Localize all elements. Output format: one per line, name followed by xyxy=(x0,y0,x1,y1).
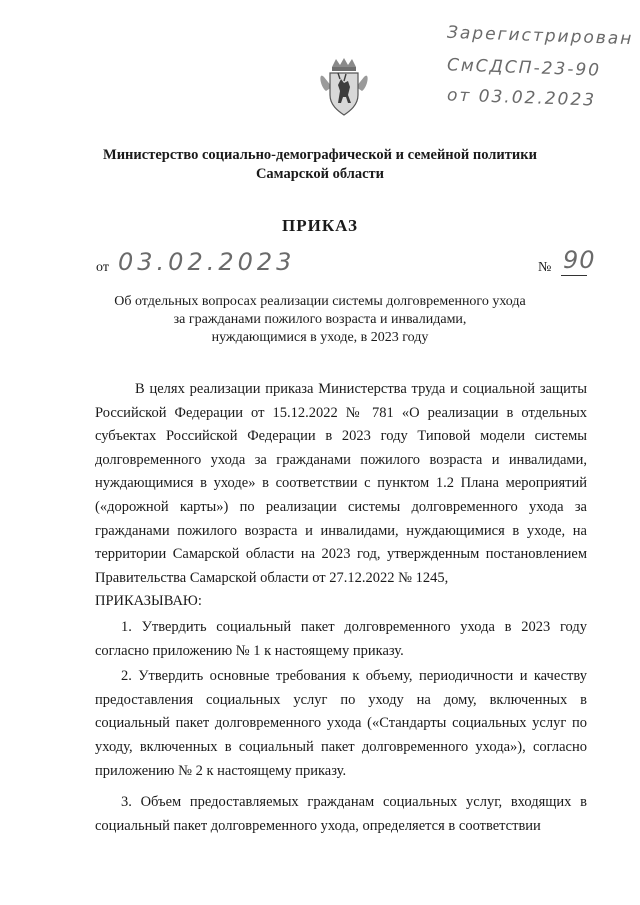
item-3: 3. Объем предоставляемых гражданам социальных услуг, входящих в социальный пакет долговременного ухода, определяется в соответствии xyxy=(95,794,587,834)
command-word: ПРИКАЗЫВАЮ: xyxy=(95,593,202,610)
order-body xyxy=(95,378,587,838)
order-subject xyxy=(0,293,640,347)
item-2: 2. Утвердить основные требования к объему, периодичности и качеству предоставления социальных услуг по уходу на дому, включенных в социальный пакет долговременного ухода («Стандарты социальных услуг по уходу, включенных в социальный пакет долговременного ухода»), согласно приложению № 2 к настоящему приказу. xyxy=(95,668,587,779)
subject-line3: нуждающимися в уходе, в 2023 году xyxy=(211,330,429,345)
ministry-name xyxy=(0,146,640,184)
registration-handwritten-line2: СмСДСП-23-90 xyxy=(446,55,602,81)
coat-of-arms-emblem xyxy=(318,57,370,117)
order-date-handwritten: 03.02.2023 xyxy=(118,248,296,276)
date-prefix: от xyxy=(96,260,109,275)
registration-handwritten-line1: Зарегистрирован xyxy=(446,22,634,50)
preamble-paragraph: В целях реализации приказа Министерства труда и социальной защиты Российской Федерации от 15.12.2022 № 781 «О реализации в отдельных субъектах Российской Федерации в 2023 году Типовой модели системы долговременного ухода за гражданами пожилого возраста и инвалидами, нуждающимися в уходе» в соответствии с пунктом 1.2 Плана мероприятий («дорожной карты») по реализации системы долговременного ухода за гражданами пожилого возраста и инвалидами, нуждающимися в уходе, на территории Самарской области на 2023 год, утвержденным постановлением Правительства Самарской области от 27.12.2022 № 1245, xyxy=(95,381,587,586)
item-1: 1. Утвердить социальный пакет долговременного ухода в 2023 году согласно приложению № 1 к настоящему приказу. xyxy=(95,618,587,659)
ministry-name-line1: Министерство социально-демографической и семейной политики xyxy=(103,147,537,163)
registration-handwritten-line3: от 03.02.2023 xyxy=(446,85,597,111)
order-number-handwritten: 90 xyxy=(563,246,596,274)
subject-line2: за гражданами пожилого возраста и инвалидами, xyxy=(173,312,467,327)
document-title: ПРИКАЗ xyxy=(282,216,358,235)
subject-line1: Об отдельных вопросах реализации системы долговременного ухода xyxy=(114,294,526,309)
ministry-name-line2: Самарской области xyxy=(255,166,385,182)
number-prefix: № xyxy=(538,260,552,275)
number-underline xyxy=(561,275,587,276)
